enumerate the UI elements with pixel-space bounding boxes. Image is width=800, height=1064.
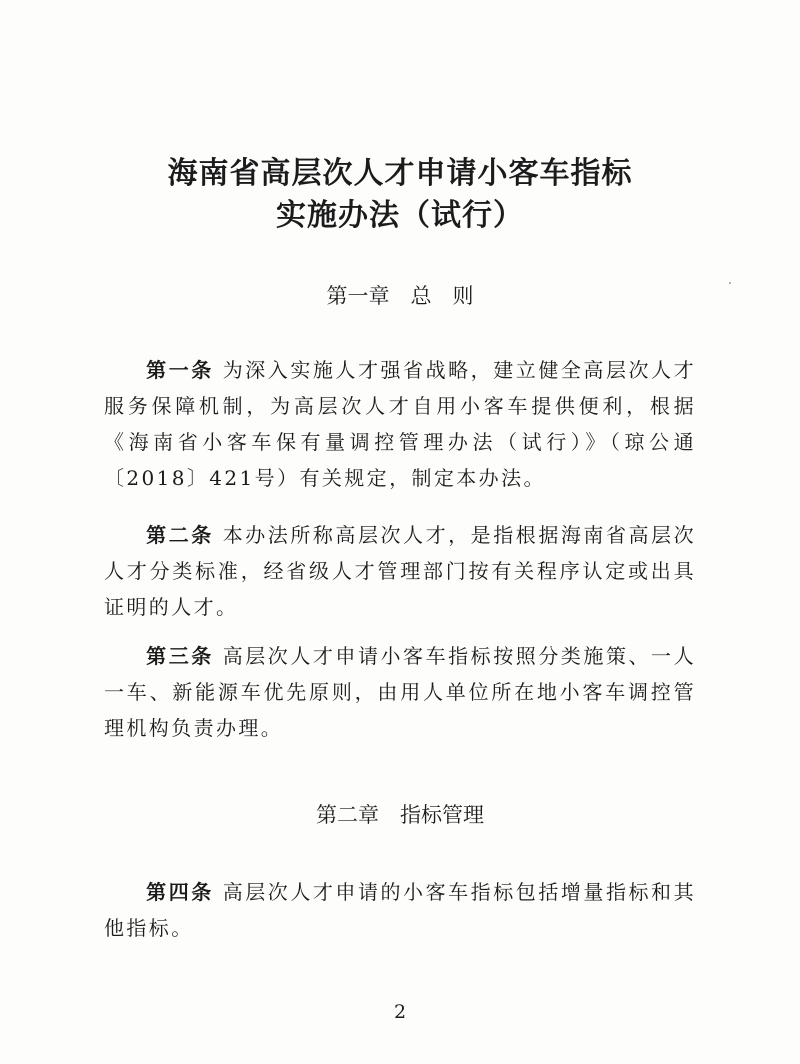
article-1-label: 第一条 (146, 358, 214, 382)
article-2-label: 第二条 (146, 523, 214, 547)
chapter-heading-2: 第二章 指标管理 (316, 803, 484, 827)
article-1-text: 为深入实施人才强省战略，建立健全高层次人才服务保障机制，为高层次人才自用小客车提供便利，根据《海南省小客车保有量调控管理办法（试行）》（琼公通〔2018〕421号）有关规定，制定本办法。 (104, 358, 696, 490)
document-title-line-1: 海南省高层次人才申请小客车指标 (167, 156, 633, 191)
chapter-heading-1: 第一章 总 则 (326, 284, 474, 308)
article-4-label: 第四条 (146, 880, 214, 904)
article-2 (104, 517, 696, 625)
article-3-label: 第三条 (146, 644, 214, 668)
page-number: 2 (393, 1001, 407, 1023)
article-2-text: 本办法所称高层次人才，是指根据海南省高层次人才分类标准，经省级人才管理部门按有关程序认定或出具证明的人才。 (104, 523, 696, 619)
article-1 (104, 352, 696, 496)
article-3-text: 高层次人才申请小客车指标按照分类施策、一人一车、新能源车优先原则，由用人单位所在地小客车调控管理机构负责办理。 (104, 644, 696, 740)
scan-speck (729, 282, 731, 284)
article-4 (104, 874, 696, 946)
article-4-text: 高层次人才申请的小客车指标包括增量指标和其他指标。 (104, 880, 696, 940)
document-title-line-2: 实施办法（试行） (276, 198, 524, 233)
article-3 (104, 638, 696, 746)
